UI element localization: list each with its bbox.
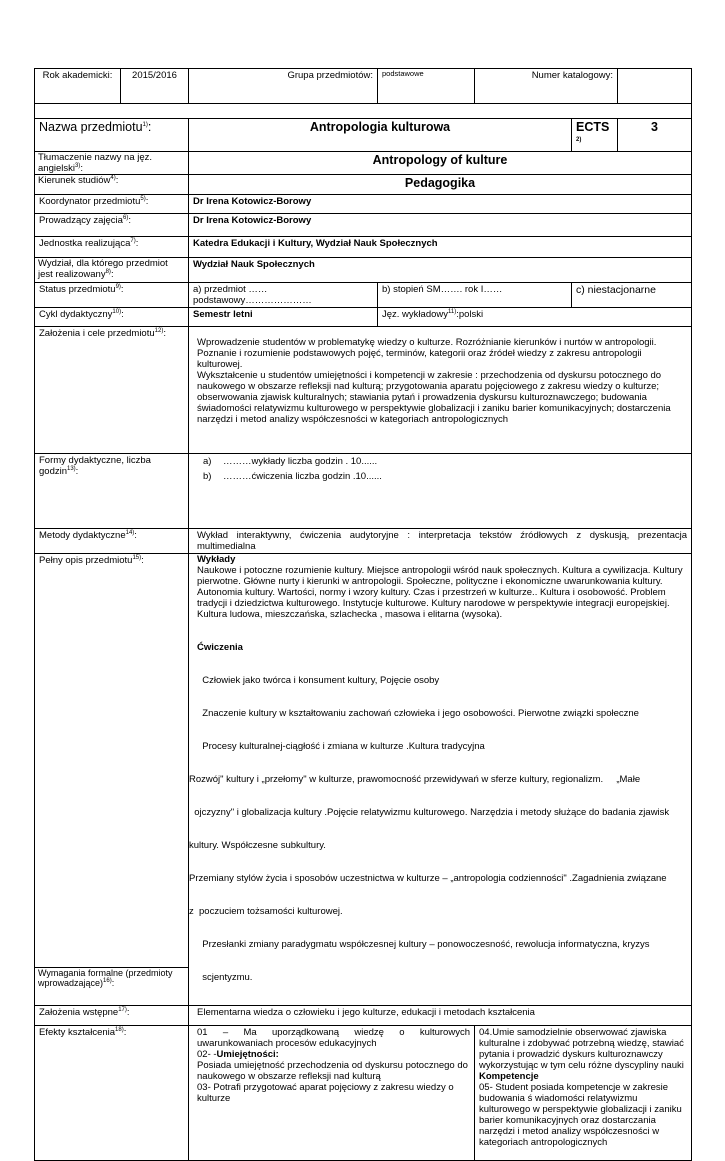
unit-label-text: Jednostka realizująca [39,238,131,249]
status-c: c) niestacjonarne [572,283,692,308]
field-sup: 4) [110,174,116,181]
translation-label: Tłumaczenie nazwy na jęz. angielski$^{3)}$: [35,152,189,175]
year-value: 2015/2016 [121,69,189,104]
faculty-value: Wydział Nauk Społecznych [189,258,692,283]
requirements-sup: 16) [103,977,112,984]
goals-row [35,327,692,454]
cycle-row [35,308,692,327]
teacher-row [35,214,692,237]
forms-b-letter: b) [203,471,212,482]
outcomes-label: Efekty kształcenia$^{18)}$: [35,1026,189,1161]
exercise-line: Człowiek jako twórca i konsument kultury, Pojęcie osoby [197,675,440,686]
outcome-04: 04.Umie samodzielnie obserwować zjawiska kulturalne i zdobywać potrzebną wiedzę, stawiać pytania i prowadzić dyskurs kulturoznawczy wykorzystując w tym celu różne dyscypliny nauki [479,1027,684,1071]
cycle-label-text: Cykl dydaktyczny [39,309,113,320]
methods-row [35,529,692,554]
header-row [35,69,692,104]
translation-sup: 3) [74,162,81,169]
outcome-05: 05- Student posiada kompetencje w zakresie budowania ś wiadomości relatywizmu kulturowego w perspektywie globalizacji i zaniku barier komunikacyjnych oraz dostarczania narzędzi i metod analizy współczesności w kategoriach antropologicznych [479,1082,682,1148]
exercise-list [189,653,687,1005]
outcome-02-text: Posiada umiejętność przechodzenia od dyskursu potocznego do naukowego w obszarze refleksji nad kulturą [197,1060,468,1082]
unit-sup: 7) [130,237,136,244]
outcomes-left [189,1026,475,1161]
group-label: Grupa przedmiotów: [189,69,378,104]
forms-item-a [203,456,685,467]
teacher-label-text: Prowadzący zajęcia [39,215,123,226]
lecture-heading: Wykłady [197,554,236,565]
prerequisites-value: Elementarna wiedza o człowieku i jego kulturze, edukacji i metodach kształcenia [189,1006,692,1026]
prerequisites-row [35,1006,692,1026]
ects-label-text: ECTS [576,120,610,134]
cycle-value: Semestr letni [189,308,378,327]
faculty-label-text: Wydział, dla którego przedmiot jest realizowany [38,258,168,280]
field-label-text: Kierunek studiów [38,175,111,186]
teacher-label: Prowadzący zajęcia$^{6)}$: [35,214,189,237]
cycle-sup: 10) [112,308,122,315]
forms-label-text: Formy dydaktyczne, liczba godzin [39,455,151,477]
exercise-line: Procesy kulturalnej-ciągłość i zmiana w kulturze .Kultura tradycyjna [197,741,485,752]
unit-row [35,237,692,258]
forms-a-text: ………wykłady liczba godzin . 10...... [223,456,378,467]
forms-b-text: ………ćwiczenia liczba godzin .10...... [223,471,382,482]
description-row [35,554,692,968]
status-row [35,283,692,308]
translation-label-text: Tłumaczenie nazwy na jęz. angielski [38,152,153,174]
outcome-01: 01 – Ma uporządkowaną wiedzę o kulturowych uwarunkowaniach procesów edukacyjnych [197,1027,470,1049]
outcomes-row [35,1026,692,1161]
forms-item-b [203,471,685,482]
status-a: a) przedmiot ……podstawowy………………… [189,283,378,308]
year-label: Rok akademicki: [35,69,121,104]
catalog-label: Numer katalogowy: [475,69,618,104]
teacher-value: Dr Irena Kotowicz-Borowy [189,214,692,237]
faculty-row [35,258,692,283]
course-name-label-text: Nazwa przedmiotu [39,120,143,134]
exercise-heading: Ćwiczenia [197,642,243,653]
forms-row [35,454,692,529]
goals-sup: 12) [154,327,164,334]
requirements-label: Wymagania formalne (przedmioty wprowadzające)$^{16)}$: [35,967,189,1005]
coordinator-row [35,195,692,214]
forms-label: Formy dydaktyczne, liczba godzin$^{13)}$: [35,454,189,529]
outcome-02-heading: Umiejętności: [216,1049,279,1060]
spacer-cell [35,104,692,119]
unit-value: Katedra Edukacji i Kultury, Wydział Nauk Społecznych [189,237,692,258]
exercise-line: Rozwój" kultury i „przełomy" w kulturze, prawomocność przewidywań w sferze kultury, regionalizm. „Małe [189,774,641,785]
exercise-line: ojczyzny" i globalizacja kultury .Pojęcie relatywizmu kulturowego. Narzędzia i metody służące do badania zjawisk [189,807,670,818]
field-value: Pedagogika [189,175,692,195]
field-label: Kierunek studiów$^{4)}$: [35,175,189,195]
methods-label: Metody dydaktyczne$^{14)}$: [35,529,189,554]
ects-label [572,119,618,152]
translation-row [35,152,692,175]
group-value [378,69,475,104]
teacher-sup: 6) [122,214,129,221]
language-cell [378,308,692,327]
goals-text: Wprowadzenie studentów w problematykę wiedzy o kulturze. Rozróżnianie kierunków i nurtów w antropologii. Poznanie i rozumienie podstawowych pojęć, terminów, kategorii oraz źródeł wiedzy z zakresu antropologii kulturowej. Wykształcenie u studentów umiejętności i kompetencji w zakresie : przechodzenia od dyskursu potocznego do naukowego w obszarze refleksji nad kulturą; przygotowania aparatu pojęciowego z zakresu wiedzy o kulturze; obserwowania zjawisk kulturalnych; stawiania pytań i prowadzenia dyskursu kulturoznawczego; budowania świadomości relatywizmu kulturowego w perspektywie globalizacji i zaniku barier komunikacyjnych; dostarczenia narzędzi i metod analizy współczesności w kategoriach antropologicznych [197,337,671,425]
ects-value: 3 [618,119,692,152]
syllabus-form [34,68,691,1161]
coordinator-label: Koordynator przedmiotu$^{5)}$: [35,195,189,214]
prerequisites-sup: 17) [118,1006,127,1013]
coordinator-value: Dr Irena Kotowicz-Borowy [189,195,692,214]
translation-value: Antropology of kulture [189,152,692,175]
requirements-label-text: Wymagania formalne (przedmioty wprowadzające) [38,967,173,988]
exercise-line: scjentyzmu. [197,972,253,983]
coordinator-sup: 5) [140,195,146,202]
description-label-text: Pełny opis przedmiotu [39,555,133,566]
description-label: Pełny opis przedmiotu$^{15)}$: [35,554,189,968]
methods-label-text: Metody dydaktyczne [39,530,126,541]
lecture-text: Naukowe i potoczne rozumienie kultury. Miejsce antropologii wśród nauk społecznych. Kultura a cywilizacja. Kultury pierwotne. Główne nurty i kierunki w antropologii. Społeczne, polityczne i ekonomiczne uwarunkowania kultury. Autonomia kultury. Wartości, normy i wzory kultury. Czas i przestrzeń w kulturze.. Kultura i osobowość. Problem tradycji i dziedzictwa kulturowego. Instytucje kulturowe. Kultury narodowe w perspektywie integracji europejskiej. Kultura ludowa, mieszczańska, szlachecka , masowa i elitarna (wysoka). [197,565,683,620]
outcomes-label-text: Efekty kształcenia [39,1027,116,1038]
language-sup: 11) [448,308,457,315]
outcomes-right [475,1026,692,1161]
course-name-sup: 1) [142,121,148,128]
faculty-sup: 8) [105,268,111,275]
goals-label-text: Założenia i cele przedmiotu [39,328,155,339]
catalog-value [618,69,692,104]
goals-cell [189,327,692,454]
status-sup: 9) [115,283,121,290]
outcome-02 [197,1049,470,1060]
status-b: b) stopień SM……. rok I…… [378,283,572,308]
outcome-competences-heading: Kompetencje [479,1071,539,1082]
goals-label: Założenia i cele przedmiotu$^{12)}$: [35,327,189,454]
exercise-line: Przesłanki zmiany paradygmatu współczesnej kultury – ponowoczesność, rewolucja informatyczna, kryzys [197,939,650,950]
language-value: :polski [456,309,484,320]
exercise-line: Przemiany stylów życia i sposobów uczestnictwa w kulturze – „antropologia codzienności" .Zagadnienia związane [189,873,667,884]
syllabus-table [34,68,692,1161]
prerequisites-label: Założenia wstępne$^{17)}$: [35,1006,189,1026]
methods-sup: 14) [125,529,135,536]
forms-cell [189,454,692,529]
description-cell [189,554,692,1006]
status-label-text: Status przedmiotu [39,284,116,295]
exercise-line: kultury. Współczesne subkultury. [189,840,326,851]
ects-sup: 2) [576,136,582,143]
field-row [35,175,692,195]
exercise-line: z poczuciem tożsamości kulturowej. [189,906,343,917]
exercise-line: Znaczenie kultury w kształtowaniu zachowań człowieka i jego osobowości. Pierwotne związki społeczne [197,708,639,719]
course-name-row [35,119,692,152]
outcome-02-prefix: 02- - [197,1049,217,1060]
faculty-label: Wydział, dla którego przedmiot jest realizowany$^{8)}$: [35,258,189,283]
status-label: Status przedmiotu$^{9)}$: [35,283,189,308]
methods-value: Wykład interaktywny, ćwiczenia audytoryjne : interpretacja tekstów źródłowych z dyskusją, prezentacja multimedialna [189,529,692,554]
outcomes-sup: 18) [115,1026,124,1033]
outcome-03: 03- Potrafi przygotować aparat pojęciowy z zakresu wiedzy o kulturze [197,1082,454,1104]
coordinator-label-text: Koordynator przedmiotu [39,196,141,207]
course-name-label: Nazwa przedmiotu$^{1)}$: [35,119,189,152]
unit-label: Jednostka realizująca$^{7)}$: [35,237,189,258]
forms-a-letter: a) [203,456,212,467]
description-sup: 15) [132,554,142,561]
cycle-label: Cykl dydaktyczny$^{10)}$: [35,308,189,327]
prerequisites-label-text: Założenia wstępne [39,1007,119,1018]
forms-sup: 13) [67,465,76,472]
language-label: Jęz. wykładowy [382,309,448,320]
spacer-row [35,104,692,119]
course-name-value: Antropologia kulturowa [189,119,572,152]
group-value-text: podstawowe [382,69,424,78]
